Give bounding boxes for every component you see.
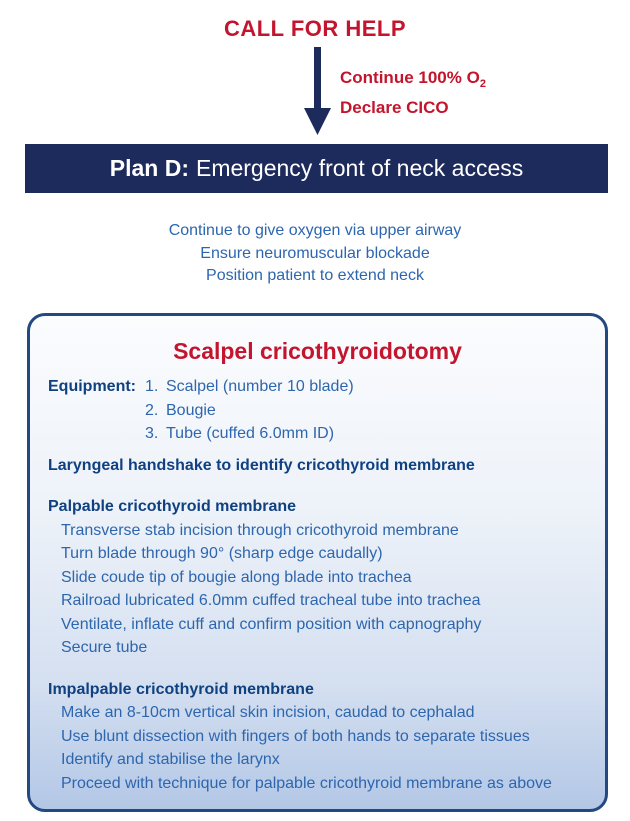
palpable-step: Turn blade through 90° (sharp edge caudally) xyxy=(61,545,383,562)
down-arrow-icon xyxy=(303,47,332,136)
equipment-item-number: 1. xyxy=(145,378,159,395)
palpable-step: Secure tube xyxy=(61,639,148,656)
equipment-item-number: 3. xyxy=(145,425,159,442)
impalpable-step: Identify and stabilise the larynx xyxy=(61,751,280,768)
equipment-label: Equipment: xyxy=(48,378,136,395)
impalpable-step: Proceed with technique for palpable cricothyroid membrane as above xyxy=(61,774,552,792)
palpable-step: Ventilate, inflate cuff and confirm position with capnography xyxy=(61,615,482,633)
equipment-item-text: Scalpel (number 10 blade) xyxy=(166,378,354,395)
oxygen-note: Continue 100% $O_2$ xyxy=(340,68,486,90)
palpable-step: Transverse stab incision through cricothyroid membrane xyxy=(61,521,459,539)
banner-plan-text: Emergency front of neck access xyxy=(195,155,524,181)
impalpable-heading: Impalpable cricothyroid membrane xyxy=(48,680,314,698)
banner-plan-label: Plan D: xyxy=(109,155,189,181)
impalpable-section xyxy=(48,678,587,796)
equipment-item xyxy=(145,422,354,446)
prep-step: Position patient to extend neck xyxy=(206,267,424,284)
palpable-steps xyxy=(48,519,587,660)
procedure-box xyxy=(27,313,608,812)
procedure-title: Scalpel cricothyroidotomy xyxy=(173,338,462,364)
palpable-section xyxy=(48,495,587,660)
prep-step: Continue to give oxygen via upper airway xyxy=(168,222,462,239)
palpable-step: Slide coude tip of bougie along blade into trachea xyxy=(61,568,412,586)
equipment-section xyxy=(48,375,587,446)
call-for-help-title: CALL FOR HELP xyxy=(223,16,407,41)
arrow-notes xyxy=(340,66,486,119)
laryngeal-handshake-heading: Laryngeal handshake to identify cricothyroid membrane xyxy=(48,456,475,474)
prep-step: Ensure neuromuscular blockade xyxy=(200,244,430,262)
preparation-steps xyxy=(0,220,630,288)
equipment-list xyxy=(145,375,354,446)
cico-note: Declare CICO xyxy=(340,98,449,117)
equipment-item xyxy=(145,375,354,399)
oxygen-subscript: 2 xyxy=(479,78,486,90)
impalpable-step: Use blunt dissection with fingers of both hands to separate tissues xyxy=(61,727,530,745)
impalpable-step: Make an 8-10cm vertical skin incision, caudad to cephalad xyxy=(61,704,475,721)
equipment-item-number: 2. xyxy=(145,401,159,419)
equipment-item-text: Tube (cuffed 6.0mm ID) xyxy=(166,425,335,442)
equipment-item xyxy=(145,399,354,423)
equipment-item-text: Bougie xyxy=(166,401,216,419)
palpable-step: Railroad lubricated 6.0mm cuffed tracheal tube into trachea xyxy=(61,592,481,609)
plan-d-banner xyxy=(25,144,608,193)
impalpable-steps xyxy=(48,701,587,795)
palpable-heading: Palpable cricothyroid membrane xyxy=(48,498,297,515)
